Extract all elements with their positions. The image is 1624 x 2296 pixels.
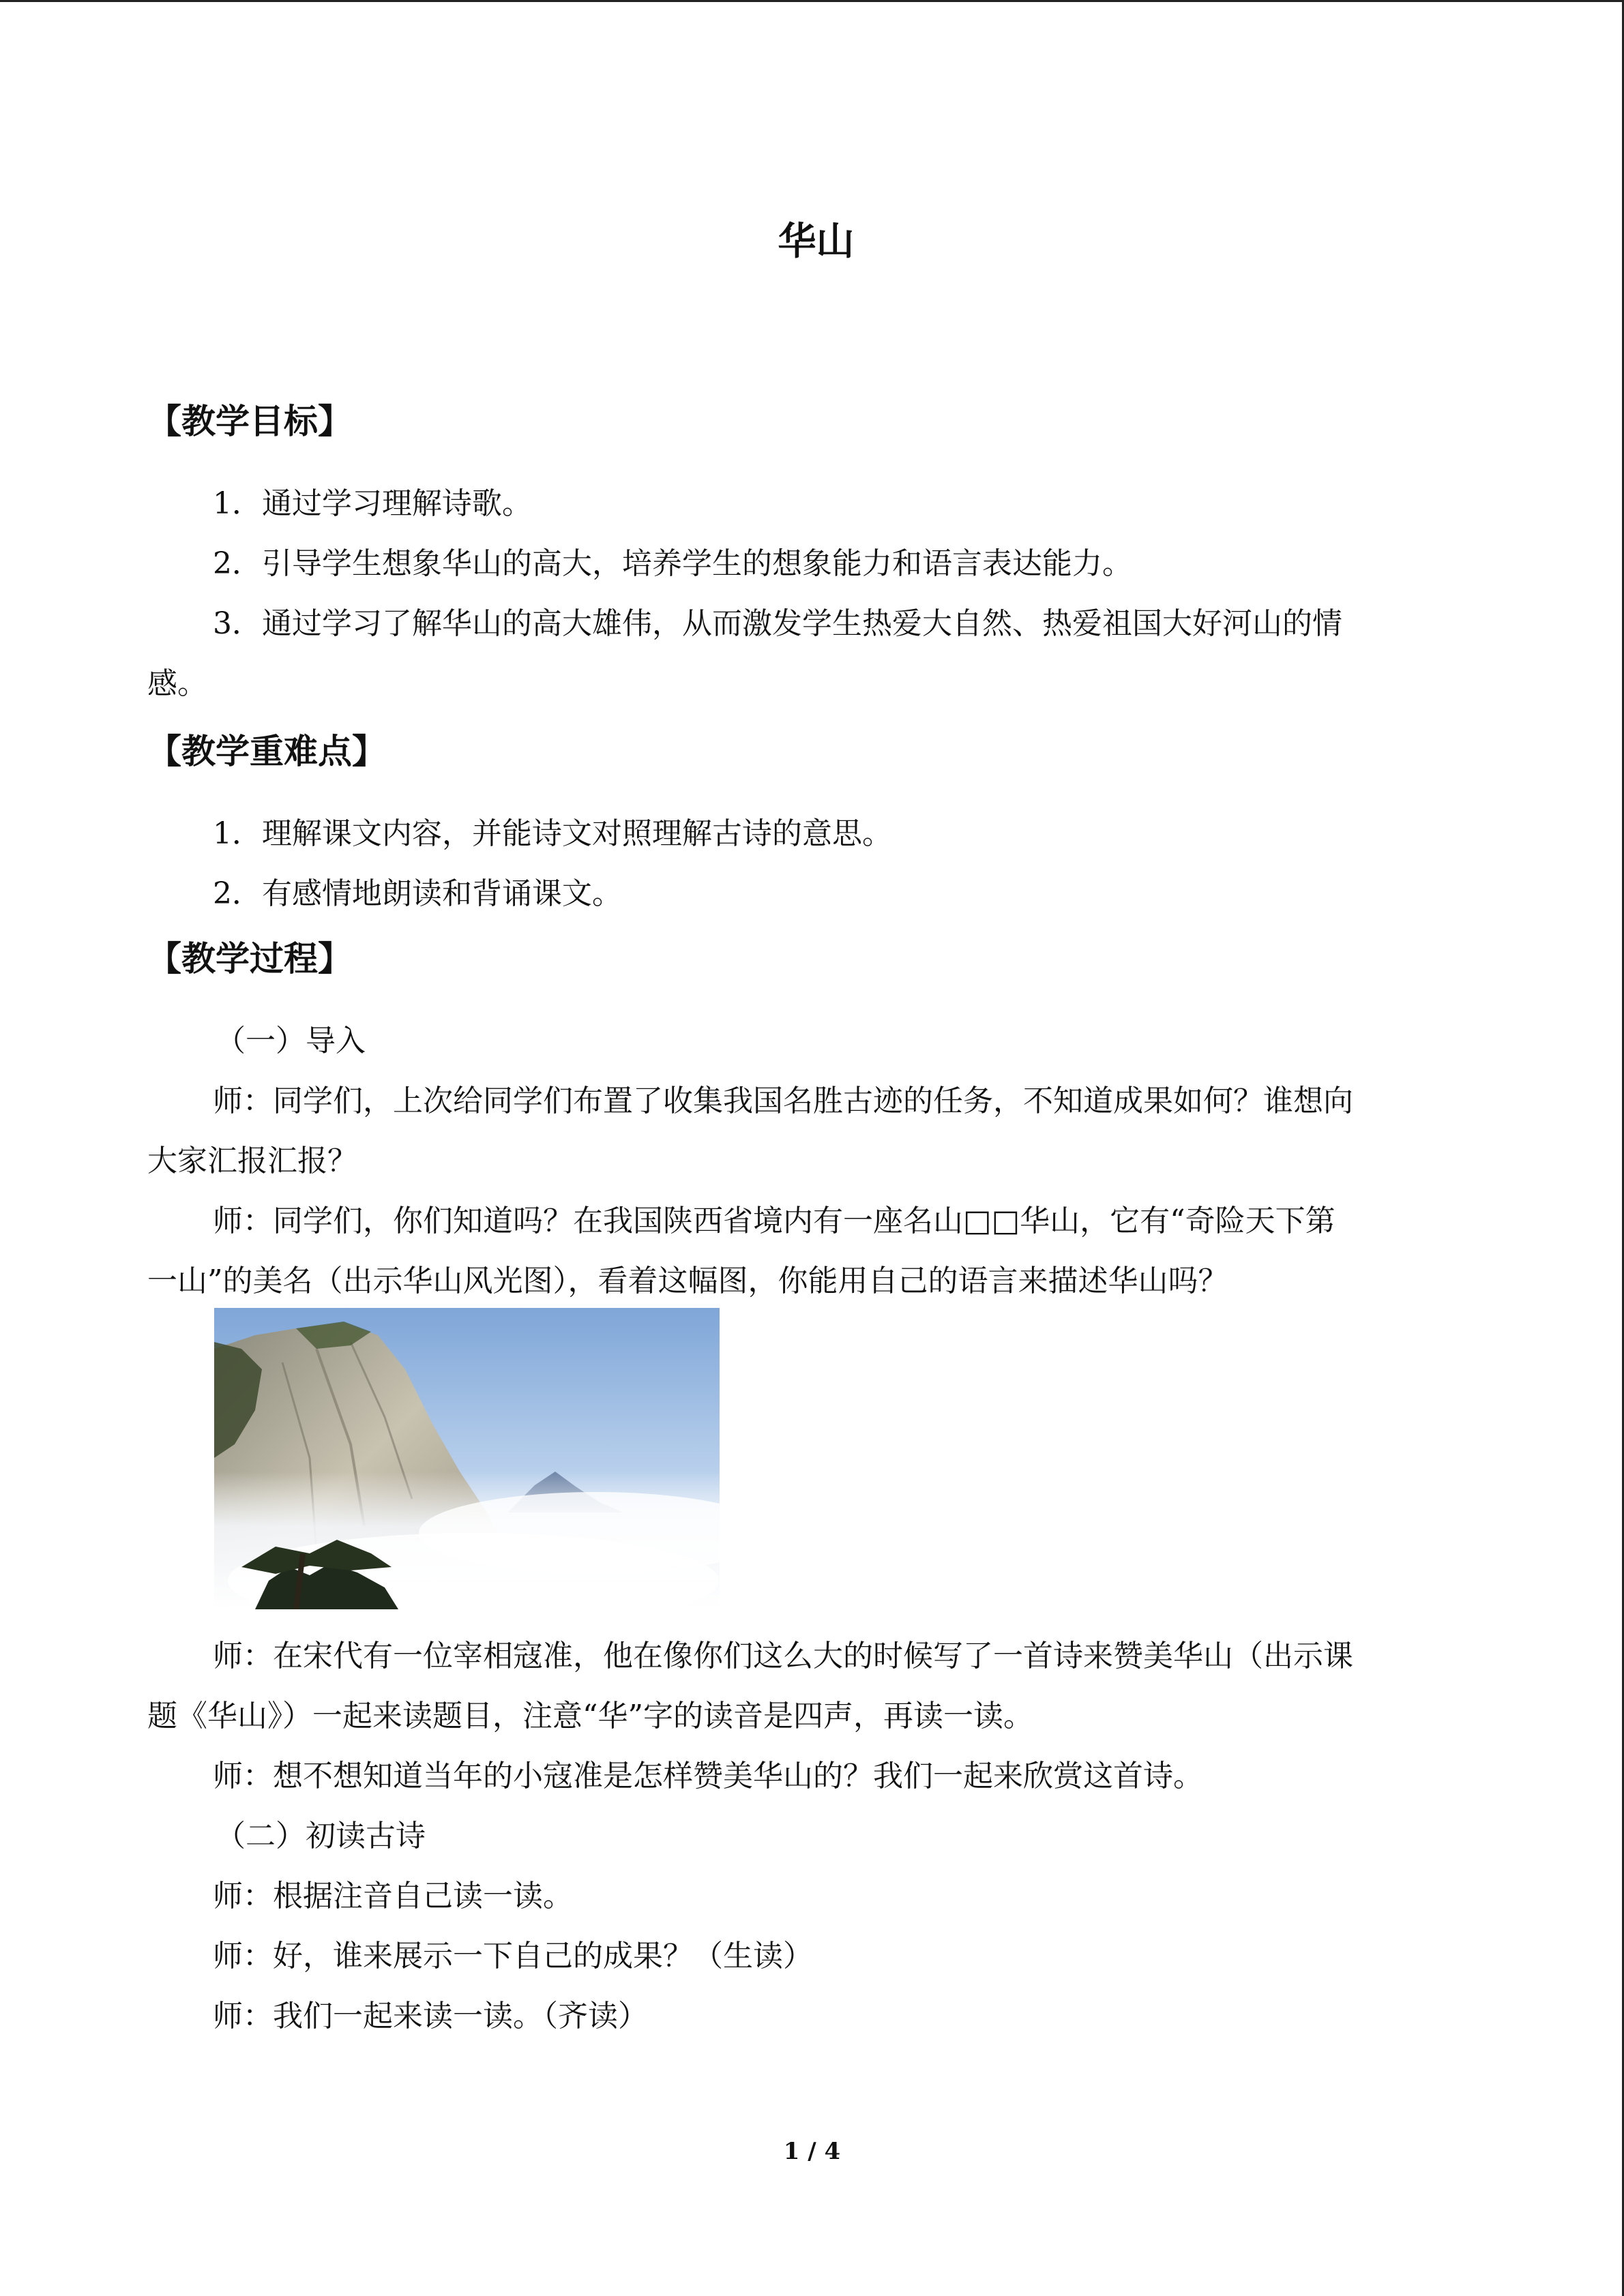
goal-item-3: 3．通过学习了解华山的高大雄伟，从而激发学生热爱大自然、热爱祖国大好河山的情 bbox=[213, 606, 1342, 641]
page-title: 华山 bbox=[778, 220, 855, 264]
section-heading-key-points: 【教学重难点】 bbox=[147, 732, 386, 771]
section-heading-process: 【教学过程】 bbox=[147, 939, 352, 979]
process-line: 题《华山》）一起来读题目，注意“华”字的读音是四声，再读一读。 bbox=[147, 1699, 1033, 1733]
process-subheading-intro: （一）导入 bbox=[216, 1024, 366, 1058]
page-indicator: 1 / 4 bbox=[783, 2138, 841, 2165]
process-line: 一山”的美名（出示华山风光图），看着这幅图，你能用自己的语言来描述华山吗？ bbox=[147, 1264, 1228, 1298]
goal-item-3-continued: 感。 bbox=[147, 666, 207, 701]
key-point-item-1: 1．理解课文内容，并能诗文对照理解古诗的意思。 bbox=[213, 816, 892, 851]
process-subheading-first-reading: （二）初读古诗 bbox=[216, 1819, 426, 1853]
huashan-landscape-photo bbox=[214, 1308, 720, 1609]
process-line: 师：同学们，上次给同学们布置了收集我国名胜古迹的任务，不知道成果如何？谁想向 bbox=[213, 1084, 1353, 1118]
goal-item-2: 2．引导学生想象华山的高大，培养学生的想象能力和语言表达能力。 bbox=[213, 546, 1132, 581]
process-line: 师：在宋代有一位宰相寇准，他在像你们这么大的时候写了一首诗来赞美华山（出示课 bbox=[213, 1639, 1353, 1673]
process-line: 师：想不想知道当年的小寇准是怎样赞美华山的？我们一起来欣赏这首诗。 bbox=[213, 1759, 1203, 1793]
process-line: 师：好，谁来展示一下自己的成果？（生读） bbox=[213, 1939, 813, 1973]
process-line: 师：同学们，你们知道吗？在我国陕西省境内有一座名山□□华山，它有“奇险天下第 bbox=[213, 1204, 1335, 1238]
key-point-item-2: 2．有感情地朗读和背诵课文。 bbox=[213, 876, 622, 911]
section-heading-goals: 【教学目标】 bbox=[147, 402, 352, 441]
process-line: 师：根据注音自己读一读。 bbox=[213, 1879, 573, 1913]
goal-item-1: 1．通过学习理解诗歌。 bbox=[213, 486, 532, 521]
process-line: 大家汇报汇报？ bbox=[147, 1144, 357, 1178]
process-line: 师：我们一起来读一读。（齐读） bbox=[213, 1999, 648, 2033]
